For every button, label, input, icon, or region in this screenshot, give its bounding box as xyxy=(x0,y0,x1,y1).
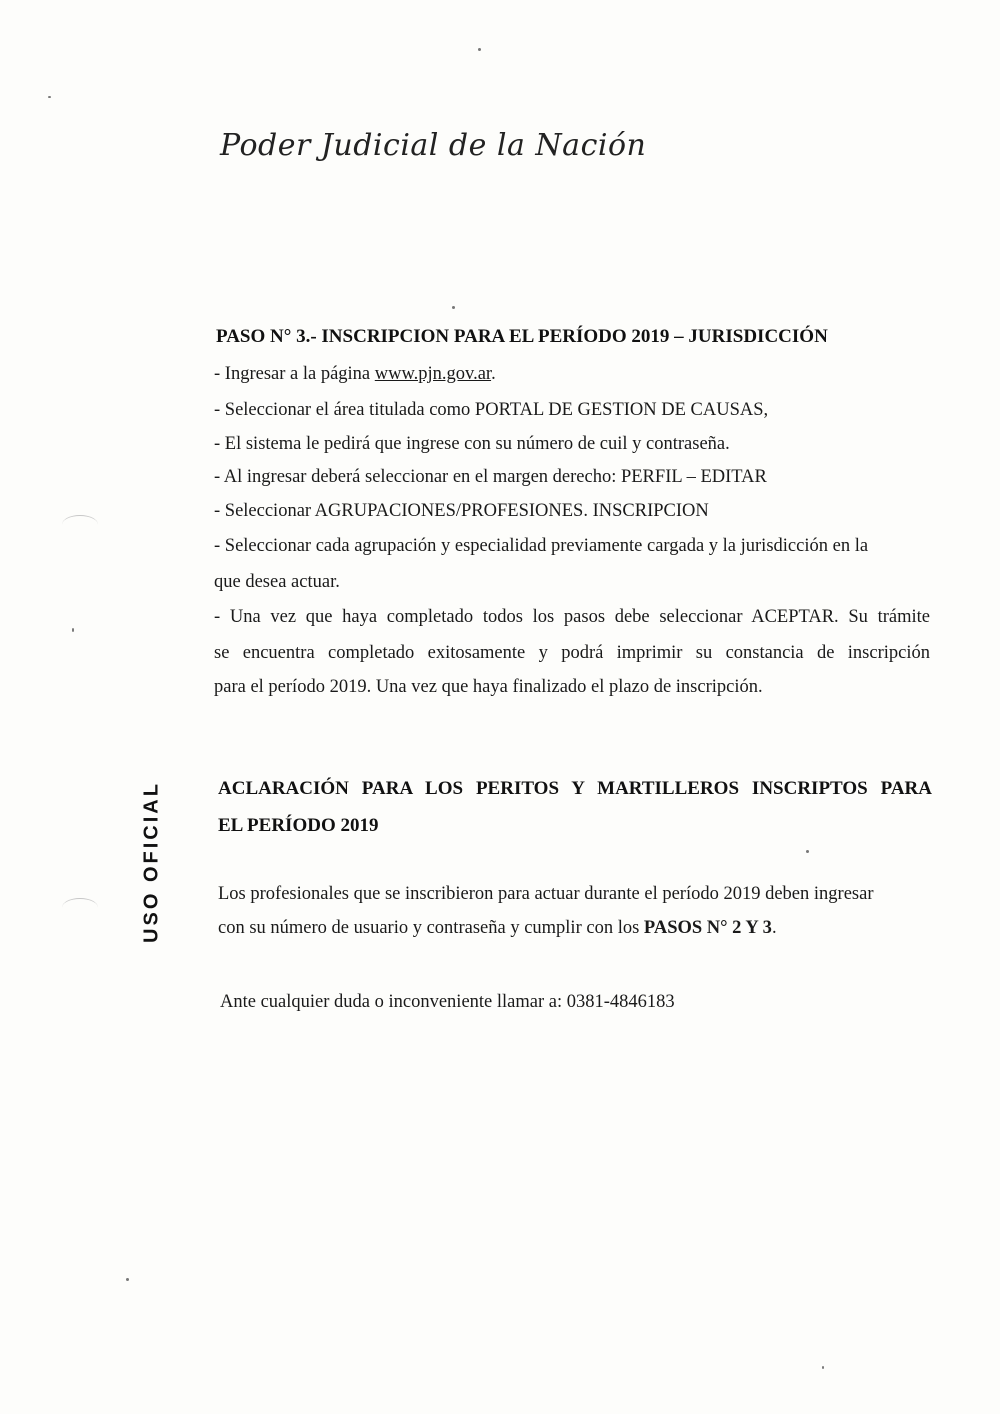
side-stamp-text: USO OFICIAL xyxy=(140,781,163,943)
section2-heading-line1: ACLARACIÓN PARA LOS PERITOS Y MARTILLEROS INSCRIPTOS PARA xyxy=(218,778,932,799)
step-line-4: - Al ingresar deberá seleccionar en el margen derecho: PERFIL – EDITAR xyxy=(214,467,767,487)
punch-hole-mark xyxy=(62,515,98,534)
section2-paragraph-line2 xyxy=(218,918,777,939)
steps-reference: PASOS N° 2 Y 3 xyxy=(643,918,772,938)
scan-speck xyxy=(126,1278,129,1281)
step-line-3: - El sistema le pedirá que ingrese con su número de cuil y contraseña. xyxy=(214,434,730,454)
step-line-6b: que desea actuar. xyxy=(214,572,340,592)
punch-hole-mark xyxy=(62,898,98,917)
scan-speck xyxy=(72,628,74,632)
step-line-6a: - Seleccionar cada agrupación y especialidad previamente cargada y la jurisdicción en la xyxy=(214,536,869,556)
step-line-7c: para el período 2019. Una vez que haya finalizado el plazo de inscripción. xyxy=(214,677,763,697)
contact-line: Ante cualquier duda o inconveniente llamar a: 0381-4846183 xyxy=(220,992,675,1012)
section1-heading: PASO N° 3.- INSCRIPCION PARA EL PERÍODO 2019 – JURISDICCIÓN xyxy=(216,326,828,347)
step-line-1 xyxy=(214,364,496,385)
section2-heading-line2: EL PERÍODO 2019 xyxy=(218,815,379,836)
step-line-7a: - Una vez que haya completado todos los pasos debe seleccionar ACEPTAR. Su trámite xyxy=(214,607,930,627)
step-line-1-suffix: . xyxy=(491,364,496,384)
scan-speck xyxy=(452,306,455,309)
pjn-website-link[interactable]: www.pjn.gov.ar xyxy=(374,364,492,384)
section2-paragraph-line1: Los profesionales que se inscribieron para actuar durante el período 2019 deben ingresar xyxy=(218,884,874,904)
scan-speck xyxy=(48,96,51,98)
step-line-1-prefix: - Ingresar a la página xyxy=(214,364,375,384)
section2-paragraph-text: con su número de usuario y contraseña y cumplir con los xyxy=(218,918,644,938)
letterhead: Poder Judicial de la Nación xyxy=(220,128,647,163)
scan-speck xyxy=(806,850,809,853)
step-line-7b: se encuentra completado exitosamente y podrá imprimir su constancia de inscripción xyxy=(214,643,930,663)
step-line-2: - Seleccionar el área titulada como PORTAL DE GESTION DE CAUSAS, xyxy=(214,400,769,420)
side-stamp xyxy=(132,772,172,952)
section2-paragraph-suffix: . xyxy=(771,918,777,938)
scan-speck xyxy=(478,48,481,51)
scan-speck xyxy=(822,1366,824,1369)
step-line-5: - Seleccionar AGRUPACIONES/PROFESIONES. INSCRIPCION xyxy=(214,501,709,521)
